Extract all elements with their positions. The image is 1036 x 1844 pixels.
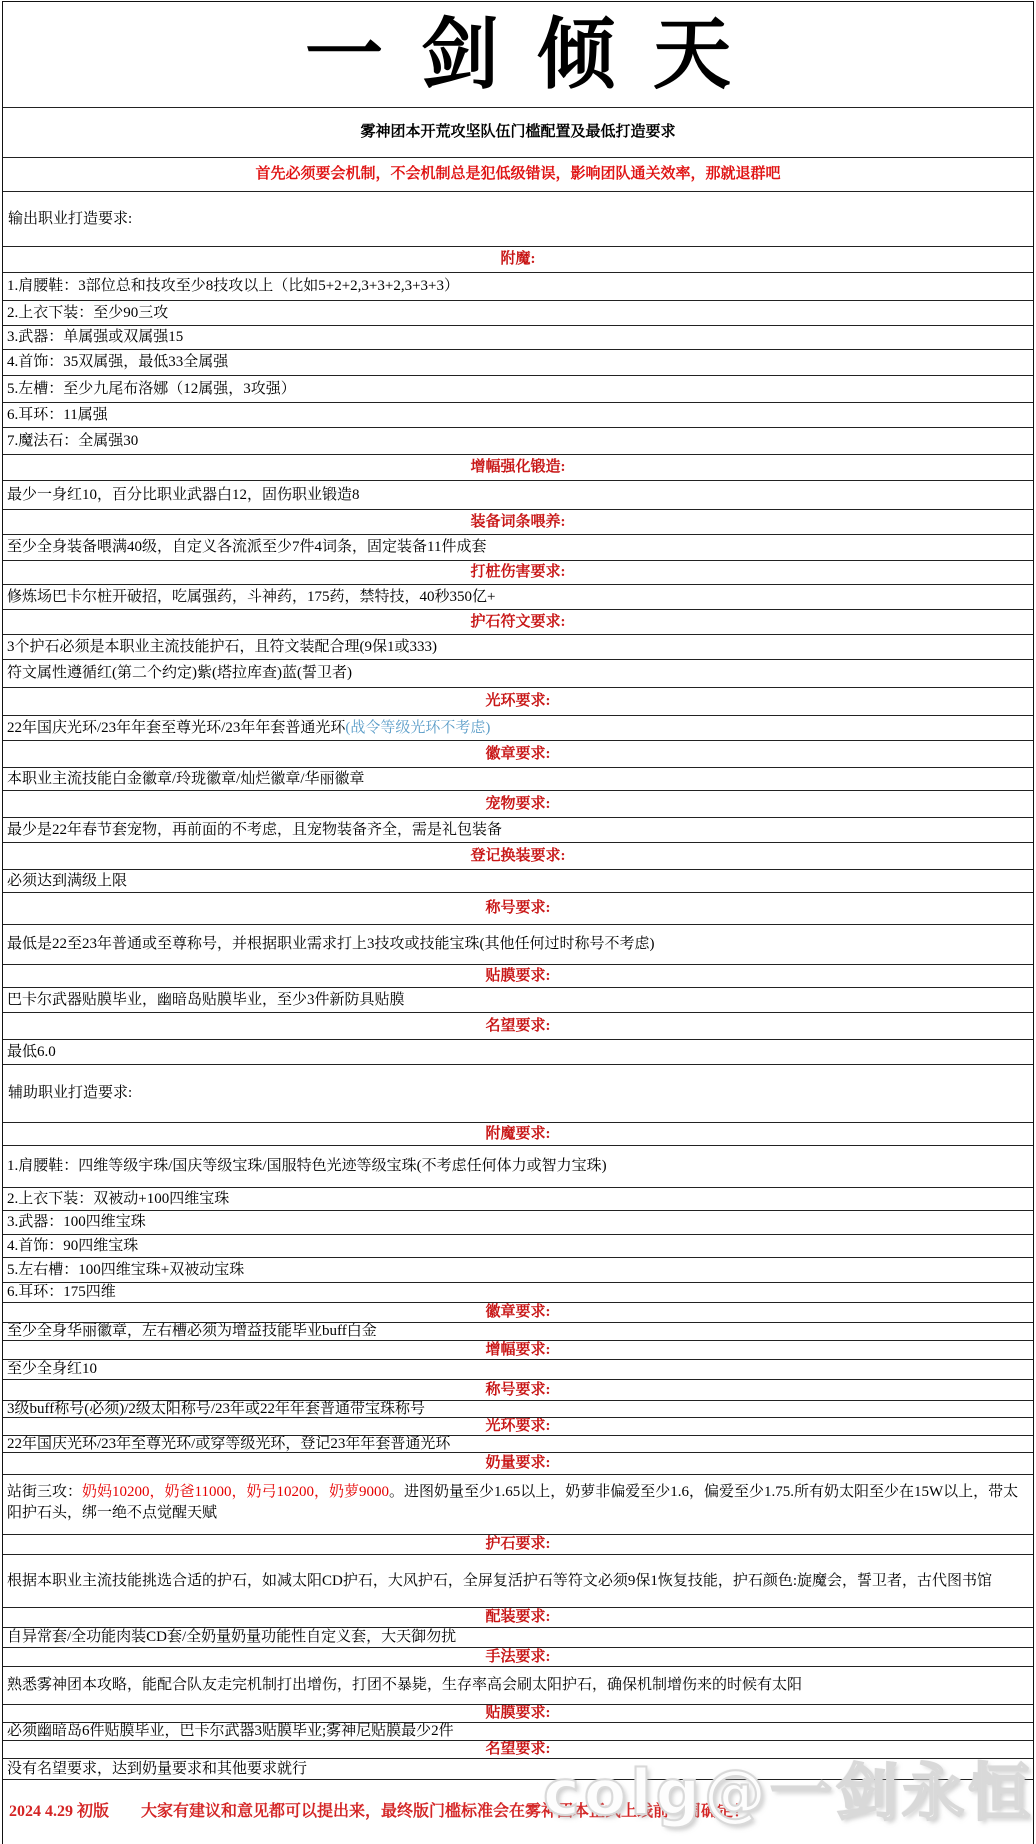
row-text: 徽章要求: [485,745,551,762]
row-text: 最低6.0 [7,1043,56,1060]
row-text-part: (战令等级光环不考虑) [345,719,491,736]
row-text: 称号要求: [485,1381,551,1398]
row-text: 最低是22至23年普通或至尊称号，并根据职业需求打上3技攻或技能宝珠(其他任何过时称号不考虑) [7,936,655,953]
row-text: 熟悉雾神团本攻略，能配合队友走完机制打出增伤，打团不暴毙，生存率高会刷太阳护石，确保机制增伤来的时候有太阳 [7,1677,803,1694]
row-text: 护石符文要求: [470,613,566,630]
row-text: 至少全身装备喂满40级，自定义各流派至少7件4词条，固定装备11件成套 [7,539,487,556]
section-header-row [3,1608,1033,1628]
row-text: 符文属性遵循红(第二个约定)紫(塔拉库查)蓝(誓卫者) [7,665,352,682]
row-text: 3个护石必须是本职业主流技能护石，且符文装配合理(9保1或333) [7,638,437,655]
requirement-row [3,768,1033,791]
row-text: 光环要求: [485,693,551,710]
requirement-row [3,1723,1033,1741]
section-header-row [3,965,1033,988]
row-text: 自异常套/全功能肉装CD套/全奶量奶量功能性自定义套，大天御勿扰 [7,1629,457,1646]
section-header-row [3,455,1033,481]
requirement-row [3,716,1033,741]
row-text: 没有名望要求，达到奶量要求和其他要求就行 [7,1760,308,1777]
section-header-row [3,893,1033,925]
requirement-row [3,1436,1033,1453]
requirement-row [3,403,1033,428]
row-text: 本职业主流技能白金徽章/玲珑徽章/灿烂徽章/华丽徽章 [7,770,365,787]
row-text: 配装要求: [485,1609,551,1626]
requirement-row [3,1475,1033,1535]
row-text: 1.肩腰鞋：3部位总和技攻至少8技攻以上（比如5+2+2,3+3+2,3+3+3） [7,278,460,295]
row-text: 徽章要求: [485,1304,551,1321]
section-header-row [3,1380,1033,1401]
section-header-row [3,1341,1033,1360]
row-text: 4.首饰：35双属强，最低33全属强 [7,354,229,371]
section-label-support [3,1065,1033,1123]
section-header-row [3,741,1033,768]
requirement-row [3,535,1033,561]
row-text: 2.上衣下装：至少90三攻 [7,304,169,321]
watermark-text: colg@一剑永恒 [543,1756,1034,1829]
requirement-row [3,1258,1033,1283]
section-header-row [3,1303,1033,1323]
section-header-row [3,843,1033,870]
row-text: 6.耳环：175四维 [7,1284,116,1301]
section-header-row [3,561,1033,585]
row-text-part: 站街三攻： [7,1484,83,1500]
row-text: 3.武器：100四维宝珠 [7,1214,146,1231]
row-text: 打桩伤害要求: [470,564,566,581]
requirement-row [3,988,1033,1013]
row-text: 最少一身红10，百分比职业武器白12，固伤职业锻造8 [7,486,360,503]
row-text: 6.耳环：11属强 [7,406,108,423]
row-text: 1.肩腰鞋：四维等级宇珠/国庆等级宝珠/国服特色光迹等级宝珠(不考虑任何体力或智力宝珠) [7,1158,607,1175]
section-header-row [3,1705,1033,1723]
section-header-row [3,510,1033,535]
row-text: 名望要求: [485,1741,551,1758]
row-text: 手法要求: [485,1648,551,1665]
requirement-row [3,1188,1033,1211]
section-header-row [3,1535,1033,1555]
section-header-row [3,688,1033,716]
requirement-row [3,1040,1033,1065]
section-header-row [3,1453,1033,1475]
section-header-row [3,1013,1033,1040]
row-text: 最少是22年春节套宠物，再前面的不考虑，且宠物装备齐全，需是礼包装备 [7,821,503,838]
row-text: 巴卡尔武器贴膜毕业，幽暗岛贴膜毕业，至少3件新防具贴膜 [7,991,405,1008]
requirement-row [3,273,1033,301]
row-text: 7.魔法石：全属强30 [7,432,139,449]
requirement-row [3,1146,1033,1188]
requirement-row [3,481,1033,510]
requirement-row [3,1235,1033,1258]
row-text: 称号要求: [485,900,551,917]
requirement-row [3,1555,1033,1608]
row-text: 光环要求: [485,1418,551,1435]
row-text: 辅助职业打造要求: [8,1085,133,1102]
requirement-row [3,870,1033,893]
row-text: 至少全身红10 [7,1361,98,1378]
notice-row [3,158,1033,192]
requirement-row [3,1283,1033,1303]
requirement-row [3,301,1033,326]
requirements-table [2,1,1034,1844]
requirement-row [3,818,1033,843]
row-text: 2024 4.29 初版 大家有建议和意见都可以提出来，最终版门槛标准会在雾神团本正式上线前一周确定！ [9,1803,750,1820]
requirement-row [3,1323,1033,1341]
section-header-row [3,791,1033,818]
row-text: 5.左槽：至少九尾布洛娜（12属强，3攻强） [7,380,296,397]
section-header-row [3,1123,1033,1146]
row-text: 2.上衣下装：双被动+100四维宝珠 [7,1190,230,1207]
requirement-row [3,350,1033,376]
row-text: 增幅强化锻造: [470,459,566,476]
row-text: 登记换装要求: [470,847,566,864]
row-text: 输出职业打造要求: [8,210,133,227]
row-text: 3.武器：单属强或双属强15 [7,329,184,346]
doc-subtitle [3,108,1033,158]
row-text: 至少全身华丽徽章，左右槽必须为增益技能毕业buff白金 [7,1323,377,1340]
requirement-row [3,326,1033,350]
row-text: 22年国庆光环/23年至尊光环/或穿等级光环，登记23年年套普通光环 [7,1436,451,1452]
row-text: 名望要求: [485,1017,551,1034]
row-text: 奶量要求: [485,1455,551,1472]
row-text: 护石要求: [485,1536,551,1553]
section-label-dps [3,192,1033,247]
doc-title [3,2,1033,108]
row-text: 贴膜要求: [485,967,551,984]
row-text: 根据本职业主流技能挑选合适的护石，如减太阳CD护石，大风护石，全屏复活护石等符文必须9保1恢复技能，护石颜色:旋魔会，誓卫者，古代图书馆 [7,1572,993,1589]
row-text-part: 奶妈10200，奶爸11000，奶弓10200，奶萝9000 [82,1484,389,1500]
requirement-row [3,376,1033,403]
row-text-part: 22年国庆光环/23年年套至尊光环/23年年套普通光环 [7,719,346,736]
section-header-row [3,1418,1033,1436]
row-text-part: 。进图奶量至少1.65以上，奶萝非偏爱至少1.6，偏爱至少1.75.所有奶太阳至少在15W以上，带太阳护石头，绑一绝不点觉醒天赋 [7,1484,1019,1521]
section-header-row [3,247,1033,273]
row-text: 4.首饰：90四维宝珠 [7,1237,139,1254]
row-text: 附魔: [500,251,536,268]
requirement-row [3,1401,1033,1418]
row-text: 首先必须要会机制，不会机制总是犯低级错误，影响团队通关效率，那就退群吧 [255,166,781,183]
row-text: 附魔要求: [485,1125,551,1142]
requirement-row [3,925,1033,965]
row-text: 宠物要求: [485,795,551,812]
row-text: 贴膜要求: [485,1705,551,1722]
requirement-row [3,428,1033,455]
row-text: 必须达到满级上限 [7,872,128,889]
section-header-row [3,610,1033,635]
requirement-row [3,1211,1033,1235]
row-text: 必须幽暗岛6件贴膜毕业，巴卡尔武器3贴膜毕业;雾神尼贴膜最少2件 [7,1723,454,1740]
requirement-row [3,635,1033,660]
row-text: 一剑倾天 [304,10,769,98]
row-text: 修炼场巴卡尔桩开破招，吃属强药，斗神药，175药，禁特技，40秒350亿+ [7,588,496,605]
requirement-row [3,1667,1033,1705]
row-text: 增幅要求: [485,1341,551,1358]
row-text: 雾神团本开荒攻坚队伍门槛配置及最低打造要求 [360,124,676,141]
requirement-row [3,660,1033,688]
requirement-row [3,585,1033,610]
row-text: 5.左右槽：100四维宝珠+双被动宝珠 [7,1261,245,1278]
section-header-row [3,1648,1033,1667]
row-text: 3级buff称号(必须)/2级太阳称号/23年或22年年套普通带宝珠称号 [7,1401,426,1417]
requirement-row [3,1628,1033,1648]
requirement-row [3,1360,1033,1380]
row-text: 装备词条喂养: [470,513,566,530]
